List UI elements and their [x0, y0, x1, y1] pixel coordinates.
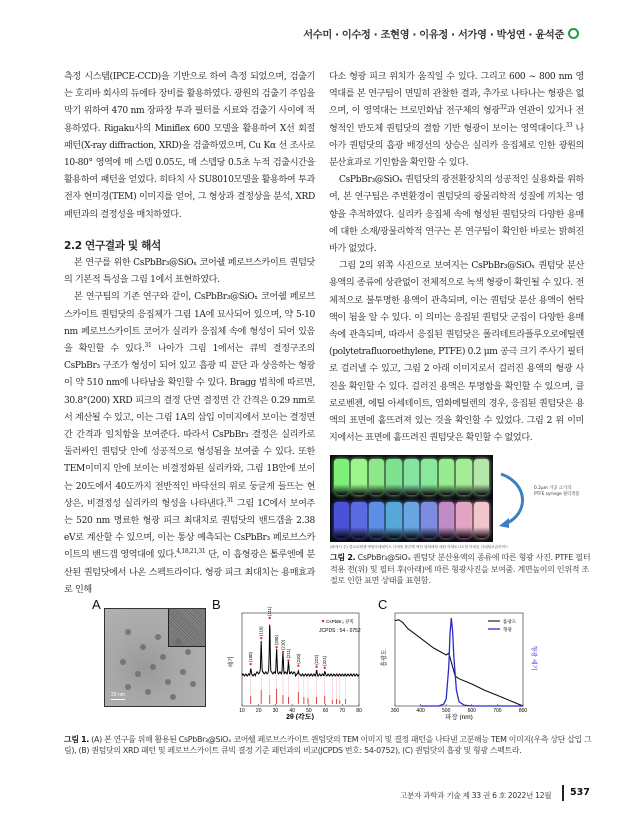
nanoparticle	[155, 634, 161, 640]
peak-label: (211)	[285, 648, 291, 659]
page-header-authors	[303, 26, 579, 41]
figure2-vial-photo	[330, 455, 493, 542]
peak-label: (220)	[295, 653, 301, 664]
peak-marker	[315, 666, 317, 668]
legend-label-absorbance: 흡광도	[503, 619, 517, 624]
xrd-chart	[222, 600, 372, 720]
nanoparticle	[180, 669, 186, 675]
x-tick-label: 300	[390, 708, 400, 714]
vial-row-after-filter	[334, 502, 489, 538]
left-column-intro	[64, 69, 315, 224]
vial	[474, 459, 489, 495]
x-tick-label: 20	[255, 708, 262, 714]
nanoparticle	[145, 689, 151, 695]
panel-letter-c: C	[378, 597, 388, 612]
x-tick-label: 500	[442, 708, 451, 714]
citation: 31	[144, 341, 152, 349]
paragraph: 본 연구를 위한 CsPbBr₃@SiOₓ 코어쉘 페로브스카이트 퀀텀닷의 기본적 특성을 그림 1에서 표현하였다.	[64, 258, 315, 286]
nanoparticle	[185, 649, 191, 655]
vial	[334, 502, 349, 538]
vial	[439, 502, 454, 538]
peak-marker	[324, 667, 326, 669]
paragraph: 측정 시스템(IPCE-CCD)을 기반으로 하여 측정 되었으며, 검출기는 호리바 회사의 듀에타 장비를 활용하였다. 광원의 검출기 주입을 막기 위하여 470 nm 장파장 투과 필터를 시료와 검출기 사이에 적용하였다. Rigaku사의 Miniflex 600 모델을 활용하여 X선 회절 패턴(X-ray diffraction, XRD)을 검출하였으며, Cu Kα 선 조사로 10-80° 영역에 매 스텝 0.05도, 매 스텝당 0.5초 누적 검출시간을 활용하여 패턴을 얻었다. 히타치 사 SU8010모델을 활용하여 투과 전자 현미경(TEM) 이미지를 얻어, 그 형상과 결정상을 분석, XRD 패턴과의 결정성을 매치하였다.	[64, 72, 315, 220]
vial	[456, 459, 471, 495]
peak-marker	[269, 617, 271, 619]
x-tick-label: 70	[339, 708, 346, 714]
page-number: 537	[570, 787, 590, 798]
text-run: 그림 1C에서 보여주는 520 nm 명료한 형광 피크 최대치로 퀀텀닷의 밴드갭을 2.38 eV로 계산할 수 있으며, 이는 통상 예측되는 CsPbBr₃ 페로브스카이트의 밴드갭 영역대에 있다.	[64, 498, 315, 561]
text-run: 과 연관이 있거나 전형적인 반도체 퀀텀닷의 결함 기반 형광이 보이는 영역대이다.	[329, 106, 584, 134]
vial	[351, 459, 366, 495]
peak-label: (110)	[258, 626, 264, 637]
footer-journal: 고분자 과학과 기술 제 33 권 6 호 2022년 12월	[400, 791, 552, 800]
caption-text: (A) 본 연구를 위해 활용된 CsPbBr₃@SiOₓ 코어쉘 페로브스카이트 퀀텀닷의 TEM 이미지 및 결정 패턴을 나타낸 고분해능 TEM 이미지(우측 상단 삽입 그림), (B) 퀀텀닷의 XRD 패턴 및 페로브스카이트 큐빅 결정 기준 패턴과의 비교(JCPDS 번호: 54-0752), (C) 퀀텀닷의 흡광 및 형광 스펙트라.	[64, 735, 592, 756]
legend-label: CsPbBr₃ 큐빅	[326, 619, 354, 624]
panel-letter-a: A	[92, 597, 101, 612]
right-column	[329, 69, 584, 447]
peak-label: (200)	[274, 635, 280, 646]
footer-divider	[562, 785, 564, 801]
nanoparticle	[125, 629, 131, 635]
vial	[369, 459, 384, 495]
vial	[421, 502, 436, 538]
vial	[351, 502, 366, 538]
nanoparticle	[160, 654, 166, 660]
vial	[439, 459, 454, 495]
curved-arrow-icon	[495, 470, 535, 530]
text-run: 단, 이 흡형광은 톨루엔에 분산된 퀀텀닷에서 나온 스펙트라이다. 형광 피크 최대치는 용매효과로 인해	[64, 550, 315, 595]
peak-marker	[260, 637, 262, 639]
x-tick-label: 600	[467, 708, 476, 714]
x-tick-label: 30	[272, 708, 279, 714]
filter-note	[534, 486, 580, 498]
peak-marker	[249, 663, 251, 665]
peak-marker	[287, 659, 289, 661]
x-tick-label: 50	[306, 708, 312, 714]
vial	[369, 502, 384, 538]
nanoparticle	[120, 659, 126, 665]
y2-axis-label: 형광 세기	[530, 645, 536, 671]
nanoparticle	[135, 671, 141, 677]
paragraph	[329, 69, 584, 172]
x-tick-label: 60	[322, 708, 329, 714]
x-tick-label: 800	[518, 708, 528, 714]
x-tick-label: 80	[356, 708, 362, 714]
caption-label: 그림 2.	[330, 553, 356, 562]
citation: 4,18,21,31	[176, 548, 206, 556]
x-tick-label: 700	[493, 708, 502, 714]
vial-row-before-filter	[334, 459, 489, 495]
vial	[386, 459, 401, 495]
y-axis-label: 흡광도	[382, 649, 388, 667]
peak-marker	[275, 646, 277, 648]
vial	[404, 502, 419, 538]
paragraph	[64, 289, 315, 599]
peak-label: (321)	[322, 655, 328, 666]
vial	[421, 459, 436, 495]
left-column-results	[64, 238, 315, 599]
nanoparticle	[190, 681, 196, 687]
nanoparticle	[140, 644, 146, 650]
x-tick-label: 40	[289, 708, 295, 714]
x-tick-label: 10	[239, 708, 245, 714]
circle-mark-icon	[568, 28, 579, 39]
vial	[334, 459, 349, 495]
y-axis-label: 세기	[229, 656, 235, 668]
citation: 32	[499, 104, 507, 112]
text-run: 나아가 퀀텀닷의 흡광 배경선의 상승은 실리카 응집체로 인한 광원의 분산효과로 기인함을 확인할 수 있다.	[329, 123, 584, 169]
nanoparticle	[170, 694, 176, 700]
hrtem-inset	[168, 609, 205, 647]
absorption-pl-chart	[372, 600, 617, 720]
vial	[474, 502, 489, 538]
peak-label: (111)	[267, 606, 273, 616]
nanoparticle	[175, 639, 181, 645]
caption-label: 그림 1.	[64, 735, 89, 744]
tem-image	[104, 608, 206, 707]
text-run: 다소 형광 피크 위치가 움직일 수 있다. 그리고 600 ~ 800 nm 영역대를 본 연구팀이 면밀히 관찰한 결과, 추가로 나타나는 형광은 없으며, 이 영역대는 브로민화납 전구체의 형광	[329, 72, 584, 117]
citation: 33	[565, 121, 573, 129]
peak-label: (222)	[314, 654, 320, 665]
peak-marker	[297, 665, 299, 667]
legend-reference: JCPDS : 54 - 0752	[319, 628, 361, 634]
section-title: 2.2 연구결과 및 해석	[64, 240, 161, 252]
x-tick-label: 400	[416, 708, 425, 714]
peak-marker	[282, 651, 284, 653]
authors-text: 서수미 · 이수정 · 조현영 · 이유정 · 서가영 · 박성연 · 윤석준	[303, 30, 564, 41]
citation: 31	[226, 496, 234, 504]
text-run: 나아가 그림 1에서는 큐빅 결정구조의 CsPbBr₃ 구조가 형성이 되어 있고 흡광 띠 끝단 과 상응하는 형광이 약 510 nm에 나타남을 확인할 수 있다. Bragg 법칙에 따르면, 30.8°(200) XRD 피크의 결정 단면 결정면 간 간격은 0.29 nm로서 계산될 수 있고, 이는 그림 1A의 삽입 이미지에서 보이는 결정면 간 간격과 일치함을 보여준다. 따라서 CsPbBr₃ 결정은 실리카로 둘러싸인 퀀텀닷 안에 성공적으로 형성됨을 보여줄 수 있다. 또한 TEM이미지 안에 보이는 비결정화된 실리카와, 그림 1B안에 보이는 20도에서 40도까지 전반적인 바닥선의 위로 둥글게 들뜨는 현상은, 비결정성 실리카의 형성을 나타낸다.	[64, 344, 315, 509]
scale-bar: 20 nm	[111, 692, 125, 698]
vial	[404, 459, 419, 495]
x-axis-label: 2θ (각도)	[286, 714, 314, 720]
vial	[386, 502, 401, 538]
peak-label: (100)	[248, 652, 254, 663]
absorbance-line	[395, 620, 523, 706]
filter-note-line: 0.2μm 기공 크기의	[534, 486, 572, 491]
vial	[456, 502, 471, 538]
paragraph: CsPbBr₃@SiOₓ 퀀텀닷의 광전환장치의 성공적인 실용화를 위하여, 본 연구팀은 주변환경이 퀀텀닷의 광물리학적 성질에 끼치는 영향을 추적하였다. 실리카 응집체 속에 형성된 퀀텀닷의 다양한 용매에 대한 소재/광물리학적 연구는 본 연구팀이 확인한 바로는 밝혀진 바가 없었다.	[329, 175, 584, 255]
figure2-caption	[330, 552, 592, 587]
solvent-labels: (좌에서 우) 클로로벤젠 에틸아세테이트 디에틸 톨루엔 헥산 염화메틸 메탄 아세토니트릴 아세톤 디메틸포름아미드	[330, 545, 509, 549]
caption-text: CsPbBr₃@SiOₓ 퀀텀닷 분산용액의 종류에 따른 형광 사진. PTFE 필터 적용 전(위) 및 필터 후(아래)에 따른 형광사진을 보여줌. 계면높이의 인위적 조절로 인한 표면 상태를 표현함.	[330, 553, 591, 586]
peak-label: (210)	[280, 639, 286, 650]
x-axis-label: 파장 (nm)	[445, 714, 473, 720]
nanoparticle	[165, 679, 171, 685]
nanoparticle	[125, 684, 131, 690]
nanoparticle	[150, 664, 156, 670]
filter-note-line: PTFE syringe 필터적용	[534, 492, 580, 497]
paragraph: 그림 2의 위쪽 사진으로 보여지는 CsPbBr₃@SiOₓ 퀀텀닷 분산용액의 종류에 상관없이 전체적으로 녹색 형광이 확인될 수 있다. 전체적으로 불투명한 용액이 관측되며, 이는 퀀텀닷 분산 용액이 현탁액이 됨을 알 수 있다. 이 의미는 응집된 퀀텀닷 군집이 다양한 용매 속에 관측되며, 따라서 응집된 퀀텀닷은 폴리테트라플루오로에틸렌(polytetrafluoroethylene, PTFE) 0.2 μm 공극 크기 주사기 필터로 걸러낼 수 있고, 그림 2 아래 이미지로서 걸러진 용액의 형광 사진을 확인할 수 있다. 걸러진 용액은 투명함을 확인할 수 있으며, 클로로벤젠, 에틸 아세테이트, 염화메틸렌의 경우, 응집된 퀀텀닷은 용액의 표면에 흩뜨려져 있는 것을 확인할 수 있었다. 그림 2 위 이미지에서는 표면에 흩뜨려진 퀀텀닷은 확인할 수 없었다.	[329, 261, 584, 444]
text-run: 본 연구팀의 기존 연구와 같이, CsPbBr₃@SiOₓ 코어쉘 페로브스카이트 퀀텀닷의 응집체가 그림 1A에 묘사되어 있으며, 약 5-10 nm 페로브스카이트 코어가 실리카 응집체 속에 형성이 되어 있음을 확인할 수 있다.	[64, 292, 315, 355]
legend-marker	[322, 620, 325, 623]
legend-label-pl: 형광	[503, 627, 512, 632]
figure1-caption	[64, 734, 594, 757]
panel-letter-b: B	[212, 597, 221, 612]
